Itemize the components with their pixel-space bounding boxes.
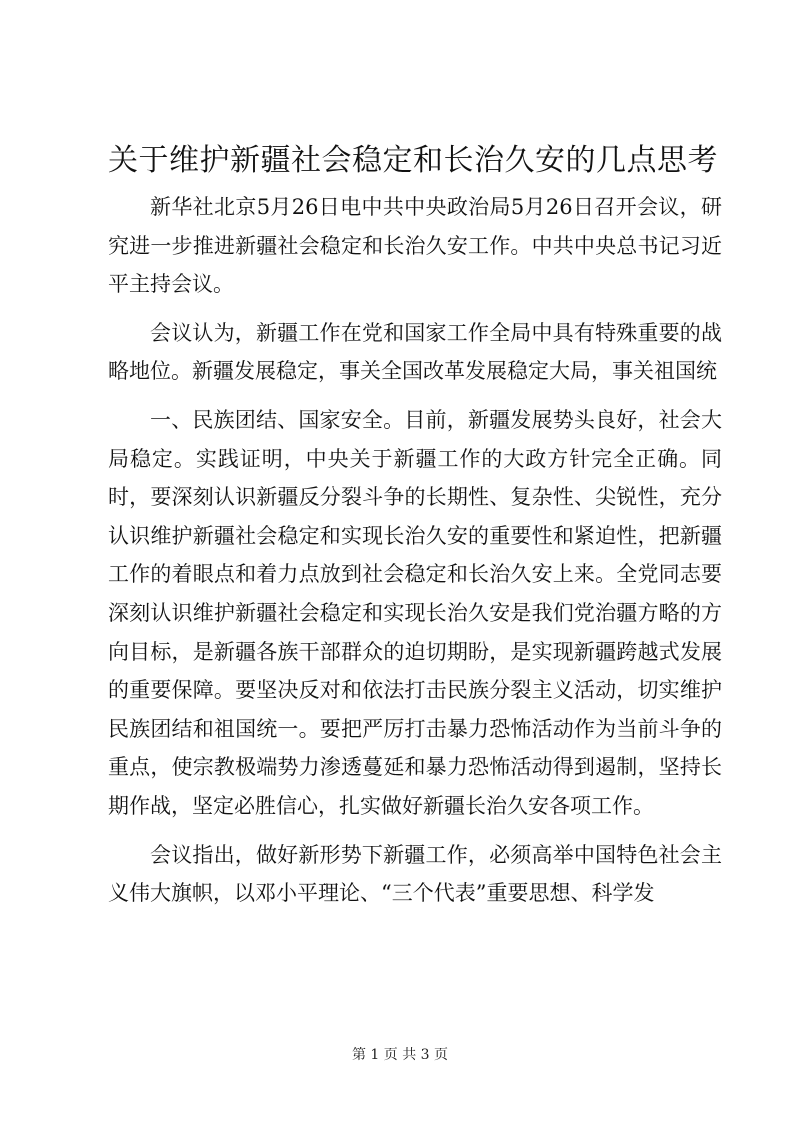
document-body xyxy=(108,188,722,923)
paragraph-meeting-view: 会议认为，新疆工作在党和国家工作全局中具有特殊重要的战略地位。新疆发展稳定，事关全国改革发展稳定大局，事关祖国统 xyxy=(108,320,722,384)
paragraph-intro: 新华社北京5月26日电中共中央政治局5月26日召开会议，研究进一步推进新疆社会稳定和长治久安工作。中共中央总书记习近平主持会议。 xyxy=(108,195,722,297)
page-number-footer: 第 1 页 共 3 页 xyxy=(351,1047,449,1063)
document-title: 关于维护新疆社会稳定和长治久安的几点思考 xyxy=(108,143,718,178)
paragraph-meeting-points: 会议指出，做好新形势下新疆工作，必须高举中国特色社会主义伟大旗帜，以邓小平理论、“三个代表”重要思想、科学发 xyxy=(108,842,722,906)
paragraph-national-unity: 一、民族团结、国家安全。目前，新疆发展势头良好，社会大局稳定。实践证明，中央关于新疆工作的大政方针完全正确。同时，要深刻认识新疆反分裂斗争的长期性、复杂性、尖锐性，充分认识维护新疆社会稳定和实现长治久安的重要性和紧迫性，把新疆工作的着眼点和着力点放到社会稳定和长治久安上来。全党同志要深刻认识维护新疆社会稳定和实现长治久安是我们党治疆方略的方向目标，是新疆各族干部群众的迫切期盼，是实现新疆跨越式发展的重要保障。要坚决反对和依法打击民族分裂主义活动，切实维护民族团结和祖国统一。要把严厉打击暴力恐怖活动作为当前斗争的重点，使宗教极端势力渗透蔓延和暴力恐怖活动得到遏制，坚持长期作战，坚定必胜信心，扎实做好新疆长治久安各项工作。 xyxy=(108,407,722,818)
